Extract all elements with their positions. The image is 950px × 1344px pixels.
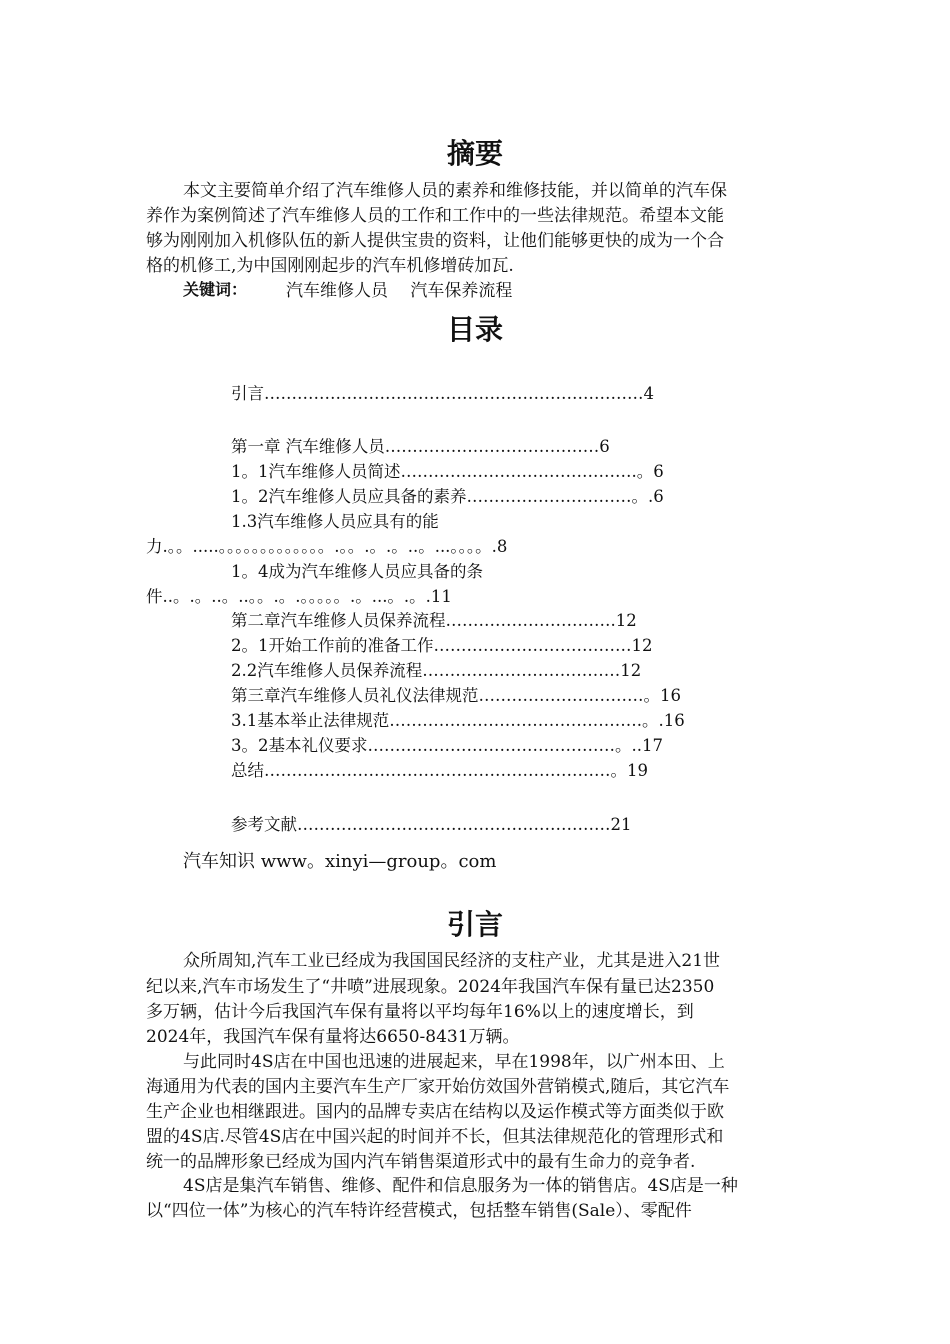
toc-entry-wrap[interactable]: 件..。.。..。..。。.。.。。。。。.。...。.。.11 [146, 587, 452, 606]
intro-line: 纪以来,汽车市场发生了“井喷”进展现象。2024年我国汽车保有量已达2350 [146, 977, 715, 997]
abstract-line-3: 够为刚刚加入机修队伍的新人提供宝贵的资料，让他们能够更快的成为一个合 [146, 231, 724, 251]
toc-entry[interactable]: 引言……………………………………………………………4 [231, 384, 654, 403]
abstract-line-4: 格的机修工,为中国刚刚起步的汽车机修增砖加瓦. [146, 256, 514, 276]
site-watermark-line: 汽车知识 www。xinyi—group。com [183, 851, 497, 872]
toc-entry[interactable]: 1。2汽车维修人员应具备的素养…………………………。.6 [231, 487, 664, 506]
intro-line: 众所周知,汽车工业已经成为我国国民经济的支柱产业，尤其是进入21世 [183, 951, 721, 971]
intro-line: 2024年，我国汽车保有量将达6650-8431万辆。 [146, 1027, 520, 1047]
intro-line: 海通用为代表的国内主要汽车生产厂家开始仿效国外营销模式,随后，其它汽车 [146, 1077, 730, 1097]
toc-entry[interactable]: 第一章 汽车维修人员…………………………………6 [231, 437, 610, 456]
toc-entry[interactable]: 第二章汽车维修人员保养流程………………………….12 [231, 611, 637, 630]
toc-entry[interactable]: 1.3汽车维修人员应具有的能 [231, 512, 439, 531]
toc-entry[interactable]: 第三章汽车维修人员礼仪法律规范…………………………。16 [231, 686, 681, 705]
toc-entry[interactable]: 参考文献…………………………………………………21 [231, 815, 632, 834]
intro-line: 与此同时4S店在中国也迅速的进展起来，早在1998年，以广州本田、上 [183, 1052, 725, 1072]
intro-line: 4S店是集汽车销售、维修、配件和信息服务为一体的销售店。4S店是一种 [183, 1176, 738, 1196]
intro-line: 生产企业也相继跟进。国内的品牌专卖店在结构以及运作模式等方面类似于欧 [146, 1102, 724, 1122]
abstract-line-1: 本文主要简单介绍了汽车维修人员的素养和维修技能，并以简单的汽车保 [183, 181, 727, 201]
intro-title: 引言 [446, 908, 503, 941]
toc-entry-wrap[interactable]: 力.。。.....。。。。。。。。。。。。。.。。.。.。..。...。。。。.8 [146, 537, 508, 556]
toc-entry[interactable]: 总结………………………………………………………。19 [231, 761, 648, 780]
toc-entry[interactable]: 3。2基本礼仪要求………………………………………。..17 [231, 736, 663, 755]
abstract-title: 摘要 [446, 137, 503, 170]
toc-entry[interactable]: 1。4成为汽车维修人员应具备的条 [231, 562, 483, 581]
intro-line: 多万辆，估计今后我国汽车保有量将以平均每年16%以上的速度增长，到 [146, 1002, 694, 1022]
toc-entry[interactable]: 2.2汽车维修人员保养流程………………………………12 [231, 661, 642, 680]
toc-title: 目录 [446, 313, 503, 346]
intro-line: 统一的品牌形象已经成为国内汽车销售渠道形式中的最有生命力的竞争者. [146, 1152, 696, 1172]
abstract-line-2: 养作为案例简述了汽车维修人员的工作和工作中的一些法律规范。希望本文能 [146, 206, 724, 226]
intro-line: 盟的4S店.尽管4S店在中国兴起的时间并不长，但其法律规范化的管理形式和 [146, 1127, 724, 1147]
toc-entry[interactable]: 3.1基本举止法律规范……………………………………….。.16 [231, 711, 685, 730]
intro-line: 以“四位一体”为核心的汽车特许经营模式，包括整车销售(Sale）、零配件 [146, 1201, 692, 1221]
keywords-label: 关键词： [183, 280, 248, 299]
toc-entry[interactable]: 1。1汽车维修人员简述…………………………………….。6 [231, 462, 664, 481]
keywords-text: 汽车维修人员 汽车保养流程 [286, 281, 513, 301]
toc-entry[interactable]: 2。1开始工作前的准备工作………………………………12 [231, 636, 653, 655]
